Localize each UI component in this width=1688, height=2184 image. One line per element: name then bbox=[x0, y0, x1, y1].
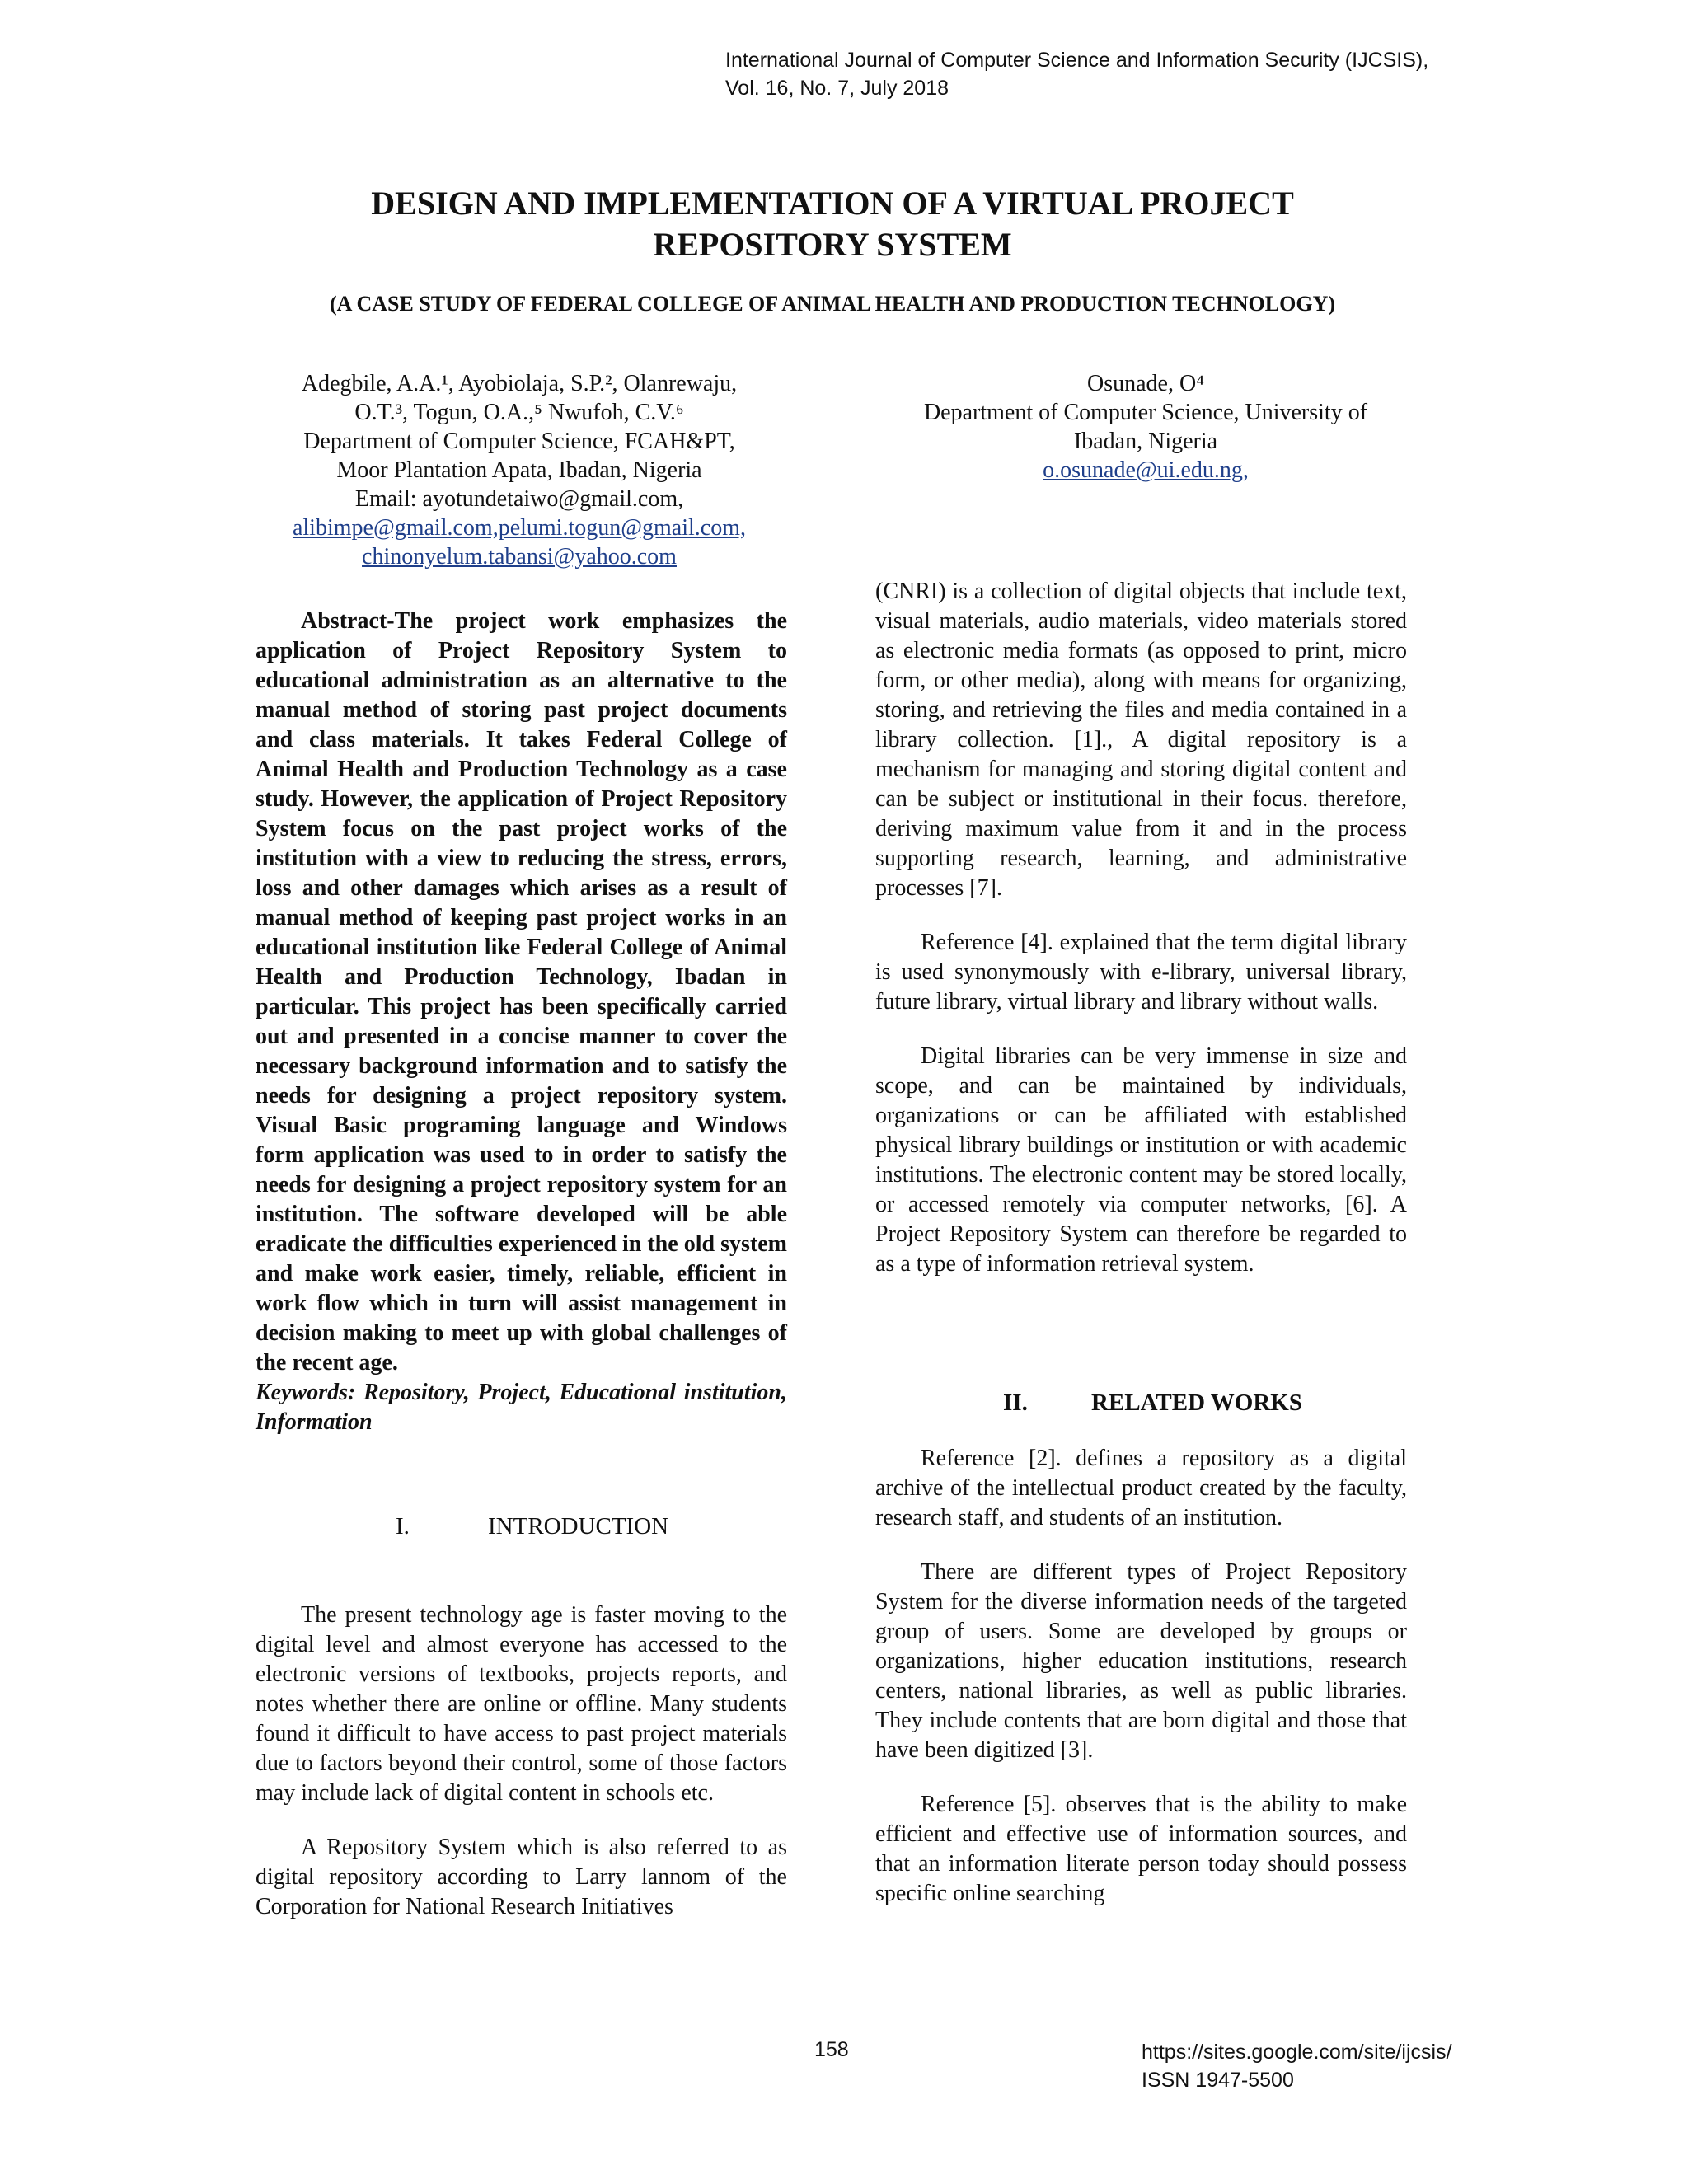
journal-header bbox=[725, 46, 1428, 102]
author-email-link-2[interactable]: chinonyelum.tabansi@yahoo.com bbox=[362, 544, 677, 569]
right-column-related bbox=[875, 1444, 1407, 1909]
section-number: I. bbox=[396, 1513, 410, 1540]
abstract-column bbox=[256, 607, 787, 1437]
related-paragraph-1: Reference [2]. defines a repository as a digital archive of the intellectual product created by the faculty, research staff, and students of an institution. bbox=[875, 1446, 1407, 1530]
related-paragraph-3: Reference [5]. observes that is the ability to make efficient and effective use of information sources, and that an information literate person today should possess specific online searching bbox=[875, 1792, 1407, 1906]
author-email-link[interactable]: alibimpe@gmail.com,pelumi.togun@gmail.com, bbox=[292, 515, 747, 541]
author-name: Osunade, O⁴ bbox=[1087, 371, 1204, 396]
author-department: Department of Computer Science, University of bbox=[923, 400, 1368, 425]
author-email-link[interactable]: o.osunade@ui.edu.ng, bbox=[1043, 457, 1249, 483]
related-paragraph-2: There are different types of Project Repository System for the diverse information needs of the targeted group of users. Some are developed by groups or organizations, higher education institutions, research centers, national libraries, as well as public libraries. They include contents that are born digital and those that have been digitized [3]. bbox=[875, 1559, 1407, 1763]
journal-name: International Journal of Computer Science and Information Security (IJCSIS), bbox=[725, 49, 1429, 72]
intro-paragraph-2: A Repository System which is also referred to as digital repository according to Larry lannom of the Corporation for National Research Initiatives bbox=[256, 1835, 787, 1919]
section-label: RELATED WORKS bbox=[1091, 1390, 1302, 1416]
body-paragraph-cnri: (CNRI) is a collection of digital objects that include text, visual materials, audio materials, video materials stored as electronic media formats (as opposed to print, micro form, or other media), along with means for organizing, storing, and retrieving the files and media contained in a library collection. [1]., A digital repository is a mechanism for managing and storing digital content and can be subject or institutional in their focus. therefore, deriving maximum value from it and in the process supporting research, learning, and administrative processes [7]. bbox=[875, 579, 1407, 901]
body-paragraph-digital-libraries: Digital libraries can be very immense in size and scope, and can be maintained by individuals, organizations or can be affiliated with established physical library buildings or institution or with academic institutions. The electronic content may be stored locally, or accessed remotely via computer networks, [6]. A Project Repository System can therefore be regarded to as a type of information retrieval system. bbox=[875, 1043, 1407, 1277]
author-block-right bbox=[874, 369, 1418, 485]
intro-paragraph-1: The present technology age is faster moving to the digital level and almost everyone has accessed to the electronic versions of textbooks, projects reports, and notes whether there are online or offline. Many students found it difficult to have access to past project materials due to factors beyond their control, some of those factors may include lack of digital content in schools etc. bbox=[256, 1602, 787, 1806]
title-line-1: DESIGN AND IMPLEMENTATION OF A VIRTUAL PROJECT bbox=[371, 185, 1294, 222]
author-block-left bbox=[256, 369, 783, 571]
keywords: Keywords: Repository, Project, Educational institution, Information bbox=[256, 1380, 787, 1435]
footer-issn: ISSN 1947-5500 bbox=[1142, 2069, 1294, 2092]
title-line-2: REPOSITORY SYSTEM bbox=[653, 226, 1012, 263]
author-department: Department of Computer Science, FCAH&PT, bbox=[303, 429, 735, 454]
author-address: Moor Plantation Apata, Ibadan, Nigeria bbox=[336, 457, 702, 483]
body-paragraph-reference-4: Reference [4]. explained that the term digital library is used synonymously with e-library, universal library, future library, virtual library and library without walls. bbox=[875, 930, 1407, 1015]
page-number: 158 bbox=[814, 2038, 849, 2061]
author-names: Adegbile, A.A.¹, Ayobiolaja, S.P.², Olanrewaju, bbox=[301, 371, 738, 396]
abstract-text: Abstract-The project work emphasizes the application of Project Repository System to educational administration as an alternative to the manual method of storing past project documents and class materials. It takes Federal College of Animal Health and Production Technology as a case study. However, the application of Project Repository System focus on the past project works of the institution with a view to reducing the stress, errors, loss and other damages which arises as a result of manual method of keeping past project works in an educational institution like Federal College of Animal Health and Production Technology, Ibadan in particular. This project has been specifically carried out and presented in a concise manner to cover the necessary background information and to satisfy the needs for designing a project repository system. Visual Basic programing language and Windows form application was used to in order to satisfy the needs for designing a project repository system for an institution. The software developed will be able eradicate the difficulties experienced in the old system and make work easier, timely, reliable, efficient in work flow which in turn will assist management in decision making to meet up with global challenges of the recent age. bbox=[256, 608, 787, 1376]
section-number: II. bbox=[1003, 1390, 1028, 1416]
paper-subtitle: (A CASE STUDY OF FEDERAL COLLEGE OF ANIMAL HEALTH AND PRODUCTION TECHNOLOGY) bbox=[329, 292, 1336, 316]
section-label: INTRODUCTION bbox=[488, 1513, 669, 1540]
footer-url[interactable]: https://sites.google.com/site/ijcsis/ bbox=[1142, 2041, 1452, 2064]
author-city: Ibadan, Nigeria bbox=[1073, 429, 1218, 454]
journal-volume: Vol. 16, No. 7, July 2018 bbox=[725, 77, 950, 100]
intro-column bbox=[256, 1601, 787, 1922]
footer-info bbox=[1142, 2038, 1452, 2094]
paper-title bbox=[247, 183, 1418, 265]
author-email: Email: ayotundetaiwo@gmail.com, bbox=[354, 486, 684, 512]
author-names-cont: O.T.³, Togun, O.A.,⁵ Nwufoh, C.V.⁶ bbox=[354, 400, 684, 425]
right-column-top bbox=[875, 577, 1407, 1279]
